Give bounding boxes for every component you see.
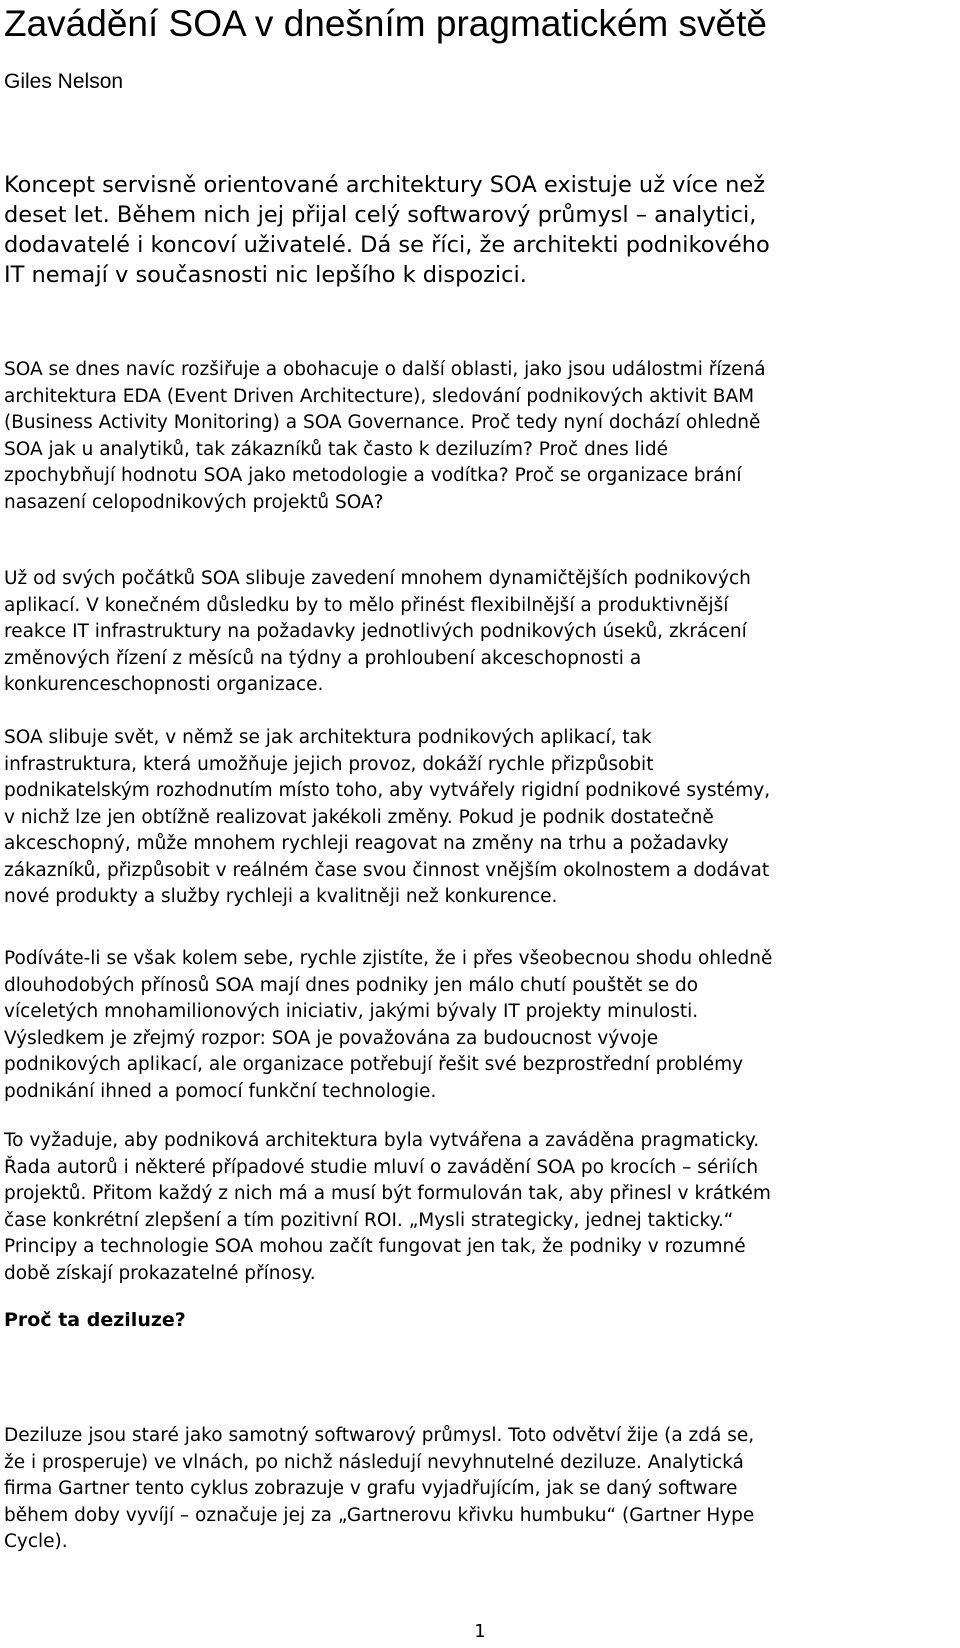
lead-paragraph [4, 170, 944, 290]
paragraph-line: Cycle). [4, 1531, 68, 1552]
paragraph-4 [4, 946, 954, 1105]
paragraph-line: Principy a technologie SOA mohou začít fungovat jen tak, že podniky v rozumné [4, 1236, 746, 1257]
paragraph-line: víceletých mnohamilionových iniciativ, jakými bývaly IT projekty minulosti. [4, 1001, 699, 1022]
paragraph-line: SOA jak u analytiků, tak zákazníků tak často k deziluzím? Proč dnes lidé [4, 438, 668, 460]
paragraph-5 [4, 1128, 954, 1287]
section-heading: Proč ta deziluze? [4, 1309, 186, 1331]
paragraph-line: Podíváte-li se však kolem sebe, rychle zjistíte, že i přes všeobecnou shodu ohledně [4, 948, 773, 969]
paragraph-line: Deziluze jsou staré jako samotný softwarový průmysl. Toto odvětví žije (a zdá se, [4, 1425, 755, 1446]
lead-line: deset let. Během nich jej přijal celý softwarový průmysl – analytici, [4, 202, 757, 228]
paragraph-line: podnikatelským rozhodnutím místo toho, aby vytvářely rigidní podnikové systémy, [4, 780, 771, 801]
paragraph-2 [4, 566, 954, 699]
paragraph-line: (Business Activity Monitoring) a SOA Governance. Proč tedy nyní dochází ohledně [4, 412, 761, 433]
paragraph-line: SOA slibuje svět, v němž se jak architektura podnikových aplikací, tak [4, 727, 652, 748]
paragraph-line: čase konkrétní zlepšení a tím pozitivní ROI. „Mysli strategicky, jednej takticky.“ [4, 1209, 734, 1231]
paragraph-line: nasazení celopodnikových projektů SOA? [4, 491, 384, 513]
paragraph-line: zpochybňují hodnotu SOA jako metodologie a vodítka? Proč se organizace brání [4, 465, 742, 486]
paragraph-line: v nichž lze jen obtížně realizovat jakékoli změny. Pokud je podnik dostatečně [4, 806, 714, 828]
paragraph-line: dlouhodobých přínosů SOA mají dnes podniky jen málo chutí pouštět se do [4, 974, 699, 996]
paragraph-line: Řada autorů i některé případové studie mluví o zavádění SOA po krocích – sériích [4, 1156, 759, 1178]
lead-line: Koncept servisně orientované architektury SOA existuje už více než [4, 172, 766, 198]
paragraph-1 [4, 357, 954, 516]
author-name: Giles Nelson [4, 70, 124, 93]
paragraph-line: době získají prokazatelné přínosy. [4, 1262, 316, 1284]
paragraph-line: že i prosperuje) ve vlnách, po nichž následují nevyhnutelné deziluze. Analytická [4, 1451, 744, 1473]
paragraph-line: konkurenceschopnosti organizace. [4, 674, 324, 695]
paragraph-line: nové produkty a služby rychleji a kvalitněji než konkurence. [4, 886, 558, 907]
paragraph-line: reakce IT infrastruktury na požadavky jednotlivých podnikových úseků, zkrácení [4, 621, 747, 642]
paragraph-line: infrastruktura, která umožňuje jejich provoz, dokáží rychle přizpůsobit [4, 753, 654, 775]
section-paragraph [4, 1423, 954, 1556]
lead-line: IT nemají v současnosti nic lepšího k dispozici. [4, 262, 527, 288]
paragraph-line: Už od svých počátků SOA slibuje zavedení mnohem dynamičtějších podnikových [4, 568, 751, 589]
lead-line: dodavatelé i koncoví uživatelé. Dá se říci, že architekti podnikového [4, 232, 770, 258]
paragraph-line: podnikání ihned a pomocí funkční technologie. [4, 1080, 437, 1102]
paragraph-line: aplikací. V konečném důsledku by to mělo přinést flexibilnější a produktivnější [4, 594, 729, 616]
paragraph-line: akceschopný, může mnohem rychleji reagovat na změny na trhu a požadavky [4, 833, 729, 854]
paragraph-line: Výsledkem je zřejmý rozpor: SOA je považována za budoucnost vývoje [4, 1027, 659, 1049]
paragraph-line: firma Gartner tento cyklus zobrazuje v grafu vyjadřujícím, jak se daný software [4, 1478, 738, 1499]
paragraph-line: SOA se dnes navíc rozšiřuje a obohacuje o další oblasti, jako jsou událostmi řízená [4, 359, 766, 380]
paragraph-line: během doby vyvíjí – označuje jej za „Gartnerovu křivku humbuku“ (Gartner Hype [4, 1504, 755, 1526]
paragraph-3 [4, 725, 954, 911]
paragraph-line: změnových řízení z měsíců na týdny a prohloubení akceschopnosti a [4, 647, 642, 669]
paragraph-line: podnikových aplikací, ale organizace potřebují řešit své bezprostřední problémy [4, 1054, 744, 1075]
paragraph-line: zákazníků, přizpůsobit v reálném čase svou činnost vnějším okolnostem a dodávat [4, 859, 770, 881]
page-number: 1 [474, 1621, 486, 1642]
paragraph-line: architektura EDA (Event Driven Architecture), sledování podnikových aktivit BAM [4, 385, 755, 407]
paragraph-line: To vyžaduje, aby podniková architektura byla vytvářena a zaváděna pragmaticky. [4, 1130, 760, 1151]
document-title: Zavádění SOA v dnešním pragmatickém světě [4, 3, 767, 44]
paragraph-line: projektů. Přitom každý z nich má a musí být formulován tak, aby přinesl v krátkém [4, 1183, 771, 1204]
